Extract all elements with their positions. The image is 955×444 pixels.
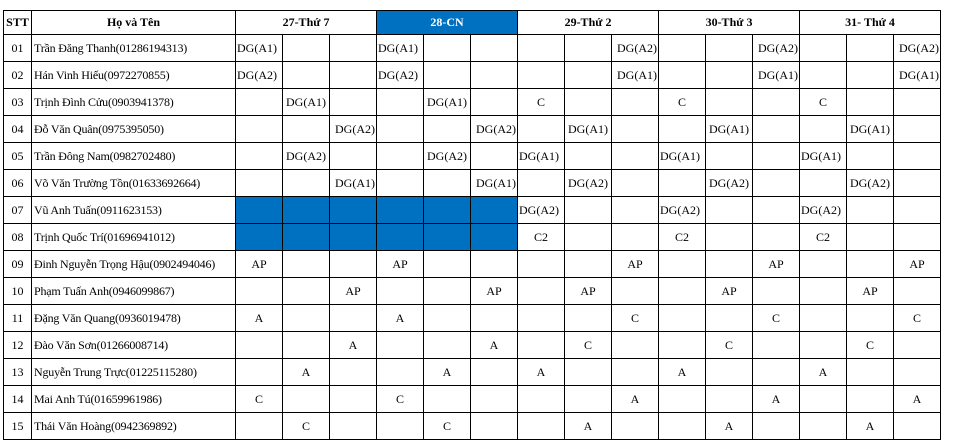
shift-cell[interactable]	[565, 251, 612, 278]
shift-cell[interactable]	[471, 35, 518, 62]
shift-cell[interactable]: A	[330, 332, 377, 359]
shift-cell[interactable]	[847, 386, 894, 413]
shift-cell[interactable]: A	[471, 332, 518, 359]
shift-cell[interactable]	[471, 197, 518, 224]
row-stt: 03	[4, 89, 32, 116]
shift-cell[interactable]	[330, 413, 377, 440]
header-day-29: 29-Thứ 2	[518, 11, 659, 35]
shift-cell[interactable]	[894, 224, 941, 251]
shift-cell[interactable]	[800, 62, 847, 89]
shift-cell[interactable]	[612, 116, 659, 143]
shift-cell[interactable]: DG(A2)	[236, 62, 283, 89]
table-row	[4, 251, 941, 278]
shift-schedule-table	[3, 10, 941, 440]
shift-cell[interactable]	[565, 89, 612, 116]
table-row	[4, 386, 941, 413]
shift-cell[interactable]	[518, 251, 565, 278]
shift-cell[interactable]	[565, 35, 612, 62]
shift-cell[interactable]	[424, 332, 471, 359]
shift-cell[interactable]	[518, 170, 565, 197]
row-stt: 11	[4, 305, 32, 332]
shift-cell[interactable]	[706, 251, 753, 278]
shift-cell[interactable]	[894, 89, 941, 116]
shift-cell[interactable]	[565, 305, 612, 332]
shift-cell[interactable]	[894, 116, 941, 143]
shift-cell[interactable]	[424, 305, 471, 332]
shift-cell[interactable]: DG(A2)	[659, 197, 706, 224]
shift-cell[interactable]	[236, 332, 283, 359]
shift-cell[interactable]: DG(A1)	[894, 62, 941, 89]
row-name: Trịnh Đình Cửu(0903941378)	[32, 89, 236, 116]
shift-cell[interactable]: AP	[894, 251, 941, 278]
shift-cell[interactable]	[800, 332, 847, 359]
shift-cell[interactable]: A	[518, 359, 565, 386]
shift-cell[interactable]	[753, 359, 800, 386]
shift-cell[interactable]	[424, 386, 471, 413]
shift-cell[interactable]	[330, 35, 377, 62]
row-stt: 14	[4, 386, 32, 413]
shift-cell[interactable]	[471, 359, 518, 386]
row-stt: 02	[4, 62, 32, 89]
shift-cell[interactable]: C	[753, 305, 800, 332]
shift-cell[interactable]	[236, 116, 283, 143]
row-name: Trần Đông Nam(0982702480)	[32, 143, 236, 170]
shift-cell[interactable]: C	[847, 332, 894, 359]
shift-cell[interactable]: DG(A1)	[706, 116, 753, 143]
shift-cell[interactable]	[283, 170, 330, 197]
shift-cell[interactable]	[518, 278, 565, 305]
shift-cell[interactable]: A	[377, 305, 424, 332]
shift-cell[interactable]	[330, 224, 377, 251]
row-name: Đào Văn Sơn(01266008714)	[32, 332, 236, 359]
row-name: Thái Văn Hoàng(0942369892)	[32, 413, 236, 440]
shift-cell[interactable]: C	[377, 386, 424, 413]
header-day-31: 31- Thứ 4	[800, 11, 941, 35]
shift-cell[interactable]	[847, 197, 894, 224]
shift-cell[interactable]: A	[565, 413, 612, 440]
shift-cell[interactable]	[753, 332, 800, 359]
row-stt: 08	[4, 224, 32, 251]
shift-cell[interactable]	[565, 359, 612, 386]
shift-cell[interactable]: DG(A2)	[424, 143, 471, 170]
shift-cell[interactable]: C	[612, 305, 659, 332]
shift-cell[interactable]	[377, 359, 424, 386]
shift-cell[interactable]	[706, 305, 753, 332]
shift-cell[interactable]	[236, 413, 283, 440]
row-stt: 04	[4, 116, 32, 143]
shift-cell[interactable]: A	[706, 413, 753, 440]
shift-cell[interactable]: AP	[612, 251, 659, 278]
shift-cell[interactable]	[847, 89, 894, 116]
shift-cell[interactable]	[377, 332, 424, 359]
shift-cell[interactable]: DG(A1)	[424, 89, 471, 116]
shift-cell[interactable]	[706, 386, 753, 413]
shift-cell[interactable]: DG(A1)	[236, 35, 283, 62]
shift-cell[interactable]	[847, 143, 894, 170]
shift-cell[interactable]	[800, 386, 847, 413]
shift-cell[interactable]	[847, 305, 894, 332]
shift-cell[interactable]: DG(A1)	[471, 170, 518, 197]
shift-cell[interactable]	[800, 251, 847, 278]
table-row	[4, 278, 941, 305]
shift-cell[interactable]	[518, 386, 565, 413]
row-stt: 06	[4, 170, 32, 197]
shift-cell[interactable]	[800, 305, 847, 332]
shift-cell[interactable]	[659, 305, 706, 332]
shift-cell[interactable]	[612, 197, 659, 224]
shift-cell[interactable]: DG(A1)	[753, 62, 800, 89]
shift-cell[interactable]	[518, 35, 565, 62]
shift-cell[interactable]: DG(A1)	[283, 89, 330, 116]
shift-cell[interactable]: DG(A2)	[753, 35, 800, 62]
shift-cell[interactable]: A	[894, 386, 941, 413]
shift-cell[interactable]: AP	[377, 251, 424, 278]
row-stt: 10	[4, 278, 32, 305]
shift-cell[interactable]	[236, 224, 283, 251]
shift-cell[interactable]	[565, 224, 612, 251]
shift-cell[interactable]: DG(A2)	[518, 197, 565, 224]
row-stt: 07	[4, 197, 32, 224]
shift-cell[interactable]: C	[800, 89, 847, 116]
shift-cell[interactable]	[847, 62, 894, 89]
shift-cell[interactable]	[424, 224, 471, 251]
shift-cell[interactable]	[706, 35, 753, 62]
shift-cell[interactable]	[236, 143, 283, 170]
shift-cell[interactable]	[612, 413, 659, 440]
shift-cell[interactable]	[753, 89, 800, 116]
shift-cell[interactable]	[377, 224, 424, 251]
shift-cell[interactable]: A	[612, 386, 659, 413]
shift-cell[interactable]	[330, 251, 377, 278]
header-day-28-selected: 28-CN	[377, 11, 518, 35]
shift-cell[interactable]	[894, 413, 941, 440]
shift-cell[interactable]	[753, 197, 800, 224]
shift-cell[interactable]	[330, 386, 377, 413]
shift-cell[interactable]	[800, 413, 847, 440]
shift-cell[interactable]	[612, 278, 659, 305]
table-row	[4, 359, 941, 386]
shift-cell[interactable]	[659, 170, 706, 197]
shift-cell[interactable]: AP	[236, 251, 283, 278]
shift-cell[interactable]	[565, 143, 612, 170]
shift-cell[interactable]: DG(A2)	[706, 170, 753, 197]
shift-cell[interactable]: DG(A2)	[283, 143, 330, 170]
shift-cell[interactable]	[706, 62, 753, 89]
shift-cell[interactable]: DG(A1)	[800, 143, 847, 170]
row-name: Trịnh Quốc Trí(01696941012)	[32, 224, 236, 251]
table-row	[4, 332, 941, 359]
shift-cell[interactable]	[659, 251, 706, 278]
row-name: Đinh Nguyễn Trọng Hậu(0902494046)	[32, 251, 236, 278]
shift-cell[interactable]: DG(A1)	[612, 62, 659, 89]
shift-cell[interactable]: DG(A2)	[471, 116, 518, 143]
shift-cell[interactable]	[753, 143, 800, 170]
shift-cell[interactable]	[330, 197, 377, 224]
shift-cell[interactable]	[330, 305, 377, 332]
shift-cell[interactable]: C	[565, 332, 612, 359]
shift-cell[interactable]	[847, 251, 894, 278]
row-stt: 15	[4, 413, 32, 440]
shift-cell[interactable]: DG(A2)	[894, 35, 941, 62]
shift-cell[interactable]: C	[518, 89, 565, 116]
shift-cell[interactable]: C2	[800, 224, 847, 251]
shift-cell[interactable]: DG(A2)	[330, 116, 377, 143]
shift-cell[interactable]	[471, 224, 518, 251]
table-row	[4, 62, 941, 89]
shift-cell[interactable]	[236, 278, 283, 305]
table-row	[4, 170, 941, 197]
shift-cell[interactable]	[283, 224, 330, 251]
shift-cell[interactable]	[706, 89, 753, 116]
table-body	[4, 35, 941, 440]
shift-cell[interactable]	[377, 143, 424, 170]
row-name: Đỗ Văn Quân(0975395050)	[32, 116, 236, 143]
shift-cell[interactable]	[330, 62, 377, 89]
table-row	[4, 89, 941, 116]
shift-cell[interactable]	[518, 332, 565, 359]
table-row	[4, 224, 941, 251]
table-row	[4, 143, 941, 170]
shift-cell[interactable]: AP	[565, 278, 612, 305]
shift-cell[interactable]	[283, 35, 330, 62]
shift-cell[interactable]	[283, 278, 330, 305]
shift-cell[interactable]: DG(A1)	[847, 116, 894, 143]
shift-cell[interactable]: A	[800, 359, 847, 386]
shift-cell[interactable]	[847, 224, 894, 251]
shift-cell[interactable]	[283, 305, 330, 332]
shift-cell[interactable]	[377, 89, 424, 116]
table-row	[4, 413, 941, 440]
shift-cell[interactable]	[706, 143, 753, 170]
shift-cell[interactable]: AP	[847, 278, 894, 305]
shift-cell[interactable]	[424, 170, 471, 197]
shift-cell[interactable]	[377, 170, 424, 197]
row-stt: 12	[4, 332, 32, 359]
shift-cell[interactable]: DG(A2)	[800, 197, 847, 224]
shift-cell[interactable]	[330, 359, 377, 386]
shift-cell[interactable]	[424, 197, 471, 224]
shift-cell[interactable]: A	[659, 359, 706, 386]
shift-cell[interactable]	[612, 332, 659, 359]
shift-cell[interactable]: DG(A2)	[565, 170, 612, 197]
shift-cell[interactable]: AP	[753, 251, 800, 278]
shift-cell[interactable]	[659, 386, 706, 413]
shift-cell[interactable]	[236, 359, 283, 386]
shift-cell[interactable]: DG(A2)	[612, 35, 659, 62]
shift-cell[interactable]	[283, 62, 330, 89]
shift-cell[interactable]	[894, 143, 941, 170]
shift-cell[interactable]	[424, 278, 471, 305]
shift-cell[interactable]	[377, 413, 424, 440]
shift-cell[interactable]	[894, 197, 941, 224]
table-row	[4, 116, 941, 143]
row-name: Mai Anh Tú(01659961986)	[32, 386, 236, 413]
table-row	[4, 35, 941, 62]
shift-cell[interactable]: C	[894, 305, 941, 332]
row-name: Phạm Tuấn Anh(0946099867)	[32, 278, 236, 305]
shift-cell[interactable]	[283, 251, 330, 278]
shift-cell[interactable]	[236, 170, 283, 197]
shift-cell[interactable]	[800, 170, 847, 197]
shift-cell[interactable]	[471, 89, 518, 116]
shift-cell[interactable]	[612, 143, 659, 170]
shift-cell[interactable]	[800, 278, 847, 305]
shift-cell[interactable]: DG(A2)	[847, 170, 894, 197]
shift-cell[interactable]: DG(A1)	[518, 143, 565, 170]
row-stt: 01	[4, 35, 32, 62]
shift-cell[interactable]	[424, 116, 471, 143]
table-row	[4, 305, 941, 332]
header-stt: STT	[4, 11, 32, 35]
header-day-30: 30-Thứ 3	[659, 11, 800, 35]
shift-cell[interactable]	[518, 413, 565, 440]
shift-cell[interactable]	[424, 62, 471, 89]
row-stt: 05	[4, 143, 32, 170]
shift-cell[interactable]	[283, 116, 330, 143]
table-header	[4, 11, 941, 35]
shift-cell[interactable]	[753, 170, 800, 197]
shift-cell[interactable]	[800, 35, 847, 62]
shift-cell[interactable]	[471, 62, 518, 89]
shift-cell[interactable]	[565, 386, 612, 413]
shift-cell[interactable]	[612, 170, 659, 197]
shift-cell[interactable]	[424, 35, 471, 62]
shift-cell[interactable]	[424, 251, 471, 278]
shift-cell[interactable]	[236, 197, 283, 224]
row-name: Nguyễn Trung Trực(01225115280)	[32, 359, 236, 386]
shift-cell[interactable]	[659, 35, 706, 62]
shift-cell[interactable]	[518, 116, 565, 143]
shift-cell[interactable]	[706, 224, 753, 251]
shift-cell[interactable]: C	[283, 413, 330, 440]
shift-cell[interactable]	[659, 62, 706, 89]
shift-cell[interactable]: DG(A1)	[330, 170, 377, 197]
shift-cell[interactable]: A	[753, 386, 800, 413]
shift-cell[interactable]	[894, 332, 941, 359]
shift-cell[interactable]	[894, 170, 941, 197]
shift-cell[interactable]: DG(A1)	[659, 143, 706, 170]
shift-cell[interactable]	[330, 89, 377, 116]
header-day-27: 27-Thứ 7	[236, 11, 377, 35]
shift-cell[interactable]	[377, 278, 424, 305]
shift-cell[interactable]	[518, 305, 565, 332]
shift-cell[interactable]: AP	[471, 278, 518, 305]
shift-cell[interactable]	[894, 278, 941, 305]
shift-cell[interactable]: DG(A1)	[565, 116, 612, 143]
row-name: Võ Văn Trường Tồn(01633692664)	[32, 170, 236, 197]
shift-cell[interactable]	[753, 224, 800, 251]
shift-cell[interactable]	[894, 359, 941, 386]
shift-cell[interactable]: C	[236, 386, 283, 413]
shift-cell[interactable]: C	[659, 89, 706, 116]
shift-cell[interactable]: AP	[330, 278, 377, 305]
row-name: Đặng Văn Quang(0936019478)	[32, 305, 236, 332]
header-name: Họ và Tên	[32, 11, 236, 35]
shift-cell[interactable]	[565, 62, 612, 89]
shift-cell[interactable]: C	[706, 332, 753, 359]
shift-cell[interactable]	[471, 413, 518, 440]
shift-cell[interactable]	[612, 89, 659, 116]
shift-cell[interactable]: A	[283, 359, 330, 386]
shift-cell[interactable]	[330, 143, 377, 170]
row-stt: 13	[4, 359, 32, 386]
shift-cell[interactable]	[753, 116, 800, 143]
shift-cell[interactable]	[753, 413, 800, 440]
shift-cell[interactable]	[706, 197, 753, 224]
shift-cell[interactable]	[283, 197, 330, 224]
shift-cell[interactable]	[377, 116, 424, 143]
row-name: Vũ Anh Tuấn(0911623153)	[32, 197, 236, 224]
shift-cell[interactable]: A	[847, 413, 894, 440]
shift-cell[interactable]	[800, 116, 847, 143]
shift-cell[interactable]: C2	[518, 224, 565, 251]
shift-cell[interactable]	[471, 305, 518, 332]
table-row	[4, 197, 941, 224]
shift-cell[interactable]: DG(A1)	[377, 35, 424, 62]
shift-cell[interactable]	[847, 359, 894, 386]
shift-cell[interactable]: A	[236, 305, 283, 332]
shift-cell[interactable]	[283, 386, 330, 413]
shift-cell[interactable]	[518, 62, 565, 89]
shift-cell[interactable]	[236, 89, 283, 116]
shift-cell[interactable]	[471, 251, 518, 278]
shift-cell[interactable]	[565, 197, 612, 224]
shift-cell[interactable]	[659, 278, 706, 305]
row-stt: 09	[4, 251, 32, 278]
shift-cell[interactable]	[612, 224, 659, 251]
shift-cell[interactable]: A	[424, 359, 471, 386]
shift-cell[interactable]	[659, 413, 706, 440]
shift-cell[interactable]	[471, 143, 518, 170]
shift-cell[interactable]	[659, 332, 706, 359]
shift-cell[interactable]	[847, 35, 894, 62]
shift-cell[interactable]	[753, 278, 800, 305]
shift-cell[interactable]: C	[424, 413, 471, 440]
shift-cell[interactable]	[706, 359, 753, 386]
shift-cell[interactable]	[471, 386, 518, 413]
shift-cell[interactable]	[612, 359, 659, 386]
shift-cell[interactable]: C2	[659, 224, 706, 251]
shift-cell[interactable]: AP	[706, 278, 753, 305]
shift-cell[interactable]: DG(A2)	[377, 62, 424, 89]
row-name: Trần Đăng Thanh(01286194313)	[32, 35, 236, 62]
shift-cell[interactable]	[283, 332, 330, 359]
shift-cell[interactable]	[377, 197, 424, 224]
row-name: Hán Vinh Hiếu(0972270855)	[32, 62, 236, 89]
shift-cell[interactable]	[659, 116, 706, 143]
